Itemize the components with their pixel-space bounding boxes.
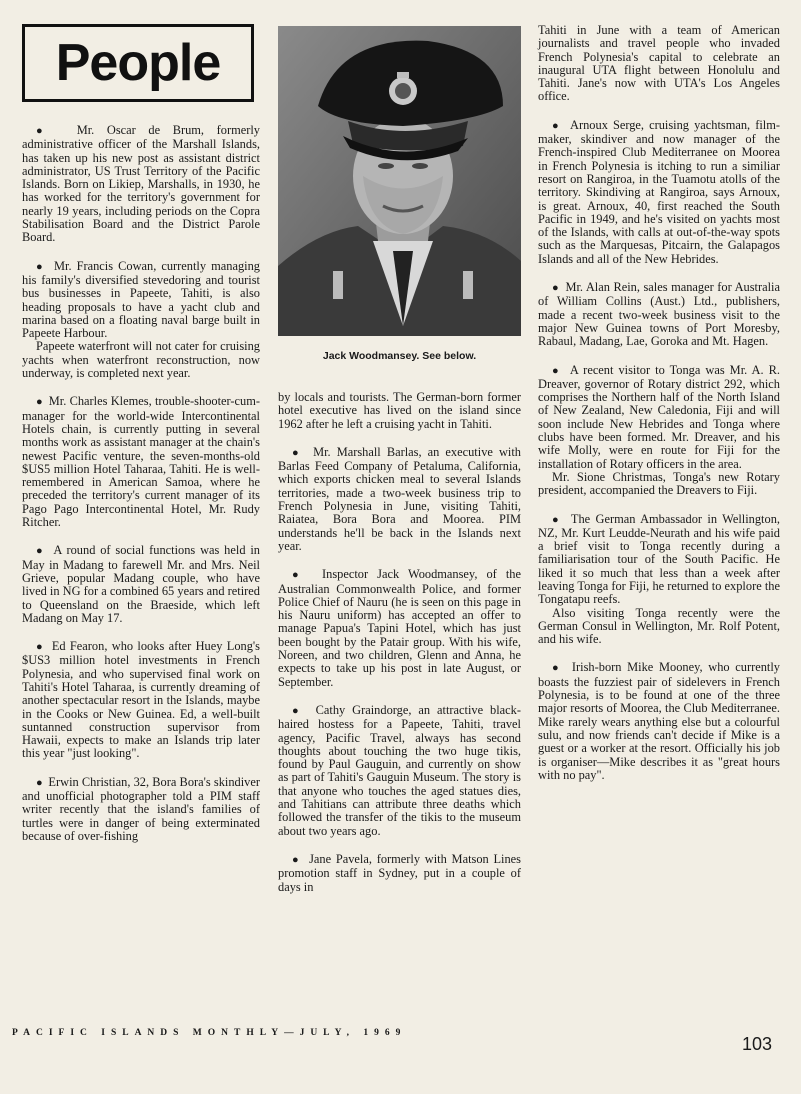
article-text-continued: Mr. Sione Christmas, Tonga's new Rotary president, accompanied the Dreavers to Fiji. (538, 469, 780, 498)
article-text: ● Ed Fearon, who looks after Huey Long's $US3 million hotel investments in French Polynesia, and who supervised final work on Tahiti's Hotel Taharaa, is currently dreaming of another spectacular resort in the Islands, maybe in the Cooks or New Guinea. Ed, a well-built suntanned construction supervisor from Hawaii, expects to make an Islands trip later this year "just looking". (22, 640, 260, 761)
article-item (538, 661, 780, 782)
article-item (278, 853, 521, 894)
article-item (22, 395, 260, 529)
article-item (538, 24, 780, 104)
photo-caption: Jack Woodmansey. See below. (322, 350, 477, 362)
article-text: ● Jane Pavela, formerly with Matson Lines promotion staff in Sydney, put in a couple of days in (278, 853, 521, 894)
article-text: ● Erwin Christian, 32, Bora Bora's skindiver and unofficial photographer told a PIM staff writer recently that the island's families of turtles were in danger of being exterminated because of over-fishing (22, 776, 260, 843)
article-text: ● Mr. Alan Rein, sales manager for Australia of William Collins (Aust.) Ltd., publishers, made a recent two-week business visit to the major New Guinea towns of Port Moresby, Rabaul, Madang, Lae, Goroka and Mt. Hagen. (538, 281, 780, 348)
section-title-box (22, 24, 254, 102)
article-item (22, 260, 260, 381)
column-3 (538, 24, 780, 797)
article-item (538, 119, 780, 266)
article-item (278, 704, 521, 838)
article-text: ● Inspector Jack Woodmansey, of the Australian Commonwealth Police, and former Police Chief of Nauru (he is seen on this page in his Nauru uniform) has accepted an offer to manage Papua's Tapini Hotel, which has just been bought by the Patair group. With his wife, Noreen, and two children, Glenn and Anna, he expects to take up his post in late August, or September. (278, 568, 521, 689)
article-text: ● Mr. Oscar de Brum, formerly administrative officer of the Marshall Islands, has taken up his new post as assistant district administrator, US Trust Territory of the Pacific Islands. Born on Likiep, Marshalls, in 1930, he has worked for the territory's government for nearly 19 years, including periods on the Copra Stabilisation Board and the District Parole Board. (22, 124, 260, 245)
article-text: ● Mr. Charles Klemes, trouble-shooter-cum-manager for the world-wide Intercontinental Hotels chain, is currently putting in several months work as assistant manager at the chain's newest Pacific venture, the seven-months-old $US5 million Hotel Taharaa, Tahiti. He is well-remembered in American Samoa, where he preceded the territory's current manager of its Pago Pago Intercontinental Hotel, Mr. Rudy Ritcher. (22, 395, 260, 529)
article-item (22, 640, 260, 761)
article-text: ● Arnoux Serge, cruising yachtsman, film-maker, skindiver and now manager of the French-inspired Club Mediterranee on Moorea in French Polynesia is itching to run a similiar resort on Rangiroa, in the Tuamotu atolls of the territory. Skindiving at Rangiroa, says Arnoux, is great. Arnoux, 40, first reached the South Pacific in 1949, and he's visited on yachts most of the Islands, with calls at out-of-the-way spots such as the Marquesas, Pitcairn, the Galapagos Islands and all of the New Hebrides. (538, 119, 780, 266)
page-number: 103 (742, 1034, 773, 1054)
article-text: ● Mr. Marshall Barlas, an executive with Barlas Feed Company of Petaluma, California, which exports chicken meal to several Islands territories, made a two-week business trip to French Polynesia in June, visiting Tahiti, Raiatea, Bora Bora and Moorea. PIM understands he'll be back in the Islands next year. (278, 446, 521, 553)
article-item (538, 281, 780, 348)
article-text: ● Irish-born Mike Mooney, who currently boasts the fuzziest pair of sidelevers in French Polynesia, is to be found at one of the three major resorts of Moorea, the Club Mediterranee. Mike rarely wears anything else but a colourful sulu, and now friends can't decide if Mike is a guest or a worker at the resort. Officially his job is organiser—Mike describes it as "great hours with no pay". (538, 661, 780, 782)
article-text: ● Cathy Graindorge, an attractive black-haired hostess for a Papeete, Tahiti, travel agency, Pacific Travel, always has second thoughts about touching the two huge tikis, found by Paul Gauguin, and currently on show as part of Tahiti's Gauguin Museum. The story is that anyone who touches the aged statues dies, and Tahitians can attribute three deaths which followed the transfer of the tikis to the museum about two years ago. (278, 704, 521, 838)
article-item (22, 776, 260, 843)
section-title: People (55, 34, 221, 92)
article-text: ● The German Ambassador in Wellington, NZ, Mr. Kurt Leudde-Neurath and his wife paid a brief visit to Tonga recently during a familiarisation tour of the South Pacific. He liked it so much that less than a week after leaving Tonga for Fiji, he returned to explore the Tongatapu reefs. (538, 513, 780, 607)
masthead-footer: PACIFIC ISLANDS MONTHLY—JULY, 1969 (12, 1028, 407, 1038)
article-item (278, 568, 521, 689)
article-item (278, 391, 521, 431)
article-text: ● Mr. Francis Cowan, currently managing his family's diversified stevedoring and tourist bus businesses in Papeete, Tahiti, is also heading proposals to have a yacht club and marina based on a floating naval barge built in Papeete Harbour. (22, 260, 260, 341)
article-item (538, 364, 780, 498)
portrait-photo (278, 26, 521, 336)
article-item (278, 446, 521, 553)
article-text: ● A round of social functions was held in May in Madang to farewell Mr. and Mrs. Neil Grieve, popular Madang couple, who have lived in NG for a combined 65 years and retired to Queensland on the Braeside, which left Madang on May 17. (22, 544, 260, 625)
article-text: Tahiti in June with a team of American journalists and travel people who invaded French Polynesia's capital to celebrate an inaugural UTA flight between Honolulu and Tahiti. Jane's now with UTA's Los Angeles office. (538, 23, 780, 104)
article-text-continued: Also visiting Tonga recently were the German Consul in Wellington, Mr. Rolf Potent, and his wife. (538, 605, 780, 647)
column-1 (22, 124, 260, 858)
article-item (538, 513, 780, 647)
article-item (22, 124, 260, 245)
article-text: by locals and tourists. The German-born former hotel executive has lived on the island since 1962 after he left a cruising yacht in Tahiti. (278, 390, 521, 431)
article-item (22, 544, 260, 625)
article-text-continued: Papeete waterfront will not cater for cruising yachts when waterfront reconstruction, now underway, is completed next year. (22, 339, 260, 381)
portrait-illustration (278, 26, 521, 336)
column-2 (278, 391, 521, 909)
article-text: ● A recent visitor to Tonga was Mr. A. R. Dreaver, governor of Rotary district 292, which comprises the Northern half of the North Island of New Zealand, New Caledonia, Fiji and will soon include New Hebrides and Tonga where clubs have been formed. Mr. Dreaver, and his wife Molly, were en route for Fiji for the installation of Rotary officers in the area. (538, 364, 780, 471)
